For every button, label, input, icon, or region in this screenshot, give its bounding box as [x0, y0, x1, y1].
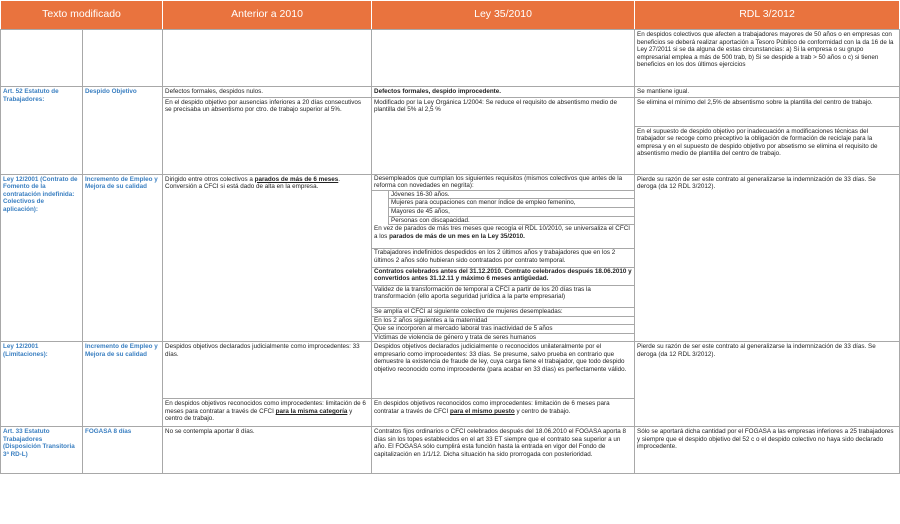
anterior-text-pre: En despidos objetivos reconocidos como improcedentes: limitación de 6 meses para contratar a través de CFCI: [165, 400, 366, 415]
anterior-cell: No se contempla aportar 8 días.: [163, 427, 372, 474]
row-label: Ley 12/2001 (Contrato de Fomento de la contratación indefinida: Colectivos de aplicación):: [1, 174, 83, 342]
row-label: Ley 12/2001 (Limitaciones):: [1, 342, 83, 427]
row-topic: FOGASA 8 días: [83, 427, 163, 474]
empty-cell: [1, 30, 83, 87]
ley-intro: Desempleados que cumplan los siguientes requisitos (mismos colectivos que antes de la reforma con novedades en negrita):: [372, 175, 634, 191]
table-row: [1, 174, 900, 342]
ley-text-post: y centro de trabajo.: [514, 407, 571, 415]
rdl-cell: Pierde su razón de ser este contrato al generalizarse la indemnización de 33 días. Se deroga (da 12 RDL 3/2012).: [635, 174, 900, 342]
ley-cell: Defectos formales, despido improcedente.: [372, 87, 635, 98]
rdl-cell: Sólo se aportará dicha cantidad por el FOGASA a las empresas inferiores a 25 trabajadores y siempre que el despido objetivo del 52 c o el despido colectivo no haya sido declarado improcedente.: [635, 427, 900, 474]
ley-text-pre: En despidos objetivos reconocidos como improcedentes: limitación de 6 meses para contratar a través de CFCI: [374, 400, 610, 415]
empty-cell: [372, 30, 635, 87]
header-ley-35-2010: Ley 35/2010: [372, 1, 635, 30]
list-item: Mujeres para ocupaciones con menor índice de empleo femenino,: [388, 199, 634, 208]
list-item: En los 2 años siguientes a la maternidad: [372, 317, 634, 326]
ley-text-bold: para el mismo puesto: [449, 407, 515, 415]
anterior-text-bold: parados de más de 6 meses: [254, 175, 339, 183]
ley-cell: Contratos fijos ordinarios o CFCI celebrados después del 18.06.2010 el FOGASA aporta 8 días sin los topes establecidos en el art 33 ET siempre que el contrato sea superior a un año. El FOGASA sólo cumplirá esta función hasta la entrada en vigor del Fondo de capitalización en 1/1/12. Dicha situación ha sido prorrogada con posterioridad.: [372, 427, 635, 474]
table-row: [1, 342, 900, 399]
anterior-text-post: y centro de trabajo.: [165, 407, 353, 423]
rdl-cell: Se elimina el mínimo del 2,5% de absentismo sobre la plantilla del centro de trabajo.: [635, 97, 900, 126]
table-row: [1, 87, 900, 98]
ley-indefinidos: Trabajadores indefinidos despedidos en los 2 últimos años y trabajadores que en los 2 últimos 2 años sólo hubieran sido contratados por contrato temporal.: [372, 249, 634, 267]
ley-cell: [372, 399, 635, 427]
ley-cfci-pre: En vez de parados de más tres meses que recogía el RDL 10/2010, se universaliza el CFCI a los: [374, 225, 630, 240]
anterior-text-pre: Dirigido entre otros colectivos a: [165, 175, 255, 183]
list-item: Jóvenes 16-30 años.: [388, 191, 634, 200]
rdl-cell: En el supuesto de despido objetivo por inadecuación a modificaciones técnicas del trabajador se recoge como preceptivo la obligación de formación de reciclaje para la empresa y en el supuesto de despido objetivo por absetismo se elimina el requisito de absentismo medio de plantilla del centro de trabajo.: [635, 126, 900, 174]
row-label: Art. 52 Estatuto de Trabajadores:: [1, 87, 83, 175]
ley-validez: Validez de la transformación de temporal a CFCI a partir de los 20 días tras la transformación (ello aporta seguridad jurídica a la parte empresarial): [372, 286, 634, 308]
rdl-cell: Pierde su razón de ser este contrato al generalizarse la indemnización de 33 días. Se deroga (da 12 RDL 3/2012).: [635, 342, 900, 427]
ley-cfci-bold: parados de más de un mes en la Ley 35/2010.: [389, 232, 525, 240]
header-row: [1, 1, 900, 30]
ley-mujeres: Se amplía el CFCI al siguiente colectivo de mujeres desempleadas:: [372, 308, 634, 317]
anterior-cell: [163, 174, 372, 342]
empty-cell: [163, 30, 372, 87]
row-topic: Incremento de Empleo y Mejora de su calidad: [83, 342, 163, 427]
ley-cell: Modificado por la Ley Orgánica 1/2004: Se reduce el requisito de absentismo medio de plantilla del 5% al 2,5 %: [372, 97, 635, 174]
header-anterior-2010: Anterior a 2010: [163, 1, 372, 30]
anterior-cell: [163, 399, 372, 427]
list-item: Personas con discapacidad.: [388, 217, 634, 226]
row-topic: Incremento de Empleo y Mejora de su calidad: [83, 174, 163, 342]
rdl-cell: Se mantiene igual.: [635, 87, 900, 98]
ley-cfci: [372, 225, 634, 249]
empty-cell: [83, 30, 163, 87]
list-item: Mayores de 45 años,: [388, 208, 634, 217]
anterior-cell: Defectos formales, despidos nulos.: [163, 87, 372, 98]
anterior-cell: En el despido objetivo por ausencias inferiores a 20 días consecutivos se precisaba un absentismo por ctro. de trabajo superior al 5%.: [163, 97, 372, 174]
anterior-text-post: . Conversión a CFCI si está dado de alta en la empresa.: [165, 175, 341, 191]
ley-cell: [372, 174, 635, 342]
table-row: [1, 427, 900, 474]
table-row: [1, 30, 900, 87]
anterior-cell: Despidos objetivos declarados judicialmente como improcedentes: 33 días.: [163, 342, 372, 399]
ley-contratos: Contratos celebrados antes del 31.12.2010. Contrato celebrados después 18.06.2010 y convertidos antes 31.12.11 y máximo 6 meses antigüedad.: [372, 268, 634, 286]
header-texto-modificado: Texto modificado: [1, 1, 163, 30]
list-item: Que se incorporen al mercado laboral tras inactividad de 5 años: [372, 325, 634, 334]
ley-cell: Despidos objetivos declarados judicialmente o reconocidos unilateralmente por el empresario como improcedentes: 33 días. Se presume, salvo prueba en contrario que demuestre la existencia de fraude de ley, cuya carga tiene el trabajador, que todo despido objetivo reconocido como improcedente (para acabar en 33 días) es perfectamente válido.: [372, 342, 635, 399]
anterior-text-bold: para la misma categoría: [275, 407, 348, 415]
list-item: Víctimas de violencia de género y trata de seres humanos: [374, 333, 537, 341]
row-topic: Despido Objetivo: [83, 87, 163, 175]
header-rdl-3-2012: RDL 3/2012: [635, 1, 900, 30]
rdl-cell: En despidos colectivos que afecten a trabajadores mayores de 50 años o en empresas con beneficios se deberá realizar aportación a Tesoro Público de conformidad con la da 16 de la Ley 27/2011 si se da alguna de estas circunstancias: a) Si la empresa o su grupo empresarial emplea a más de 500 trab, b) Si se despide a trab > 50 años o c) si tienen beneficios en los dos últimos ejercicios: [635, 30, 900, 87]
row-label: Art. 33 Estatuto Trabajadores (Disposición Transitoria 3ª RD-L): [1, 427, 83, 474]
